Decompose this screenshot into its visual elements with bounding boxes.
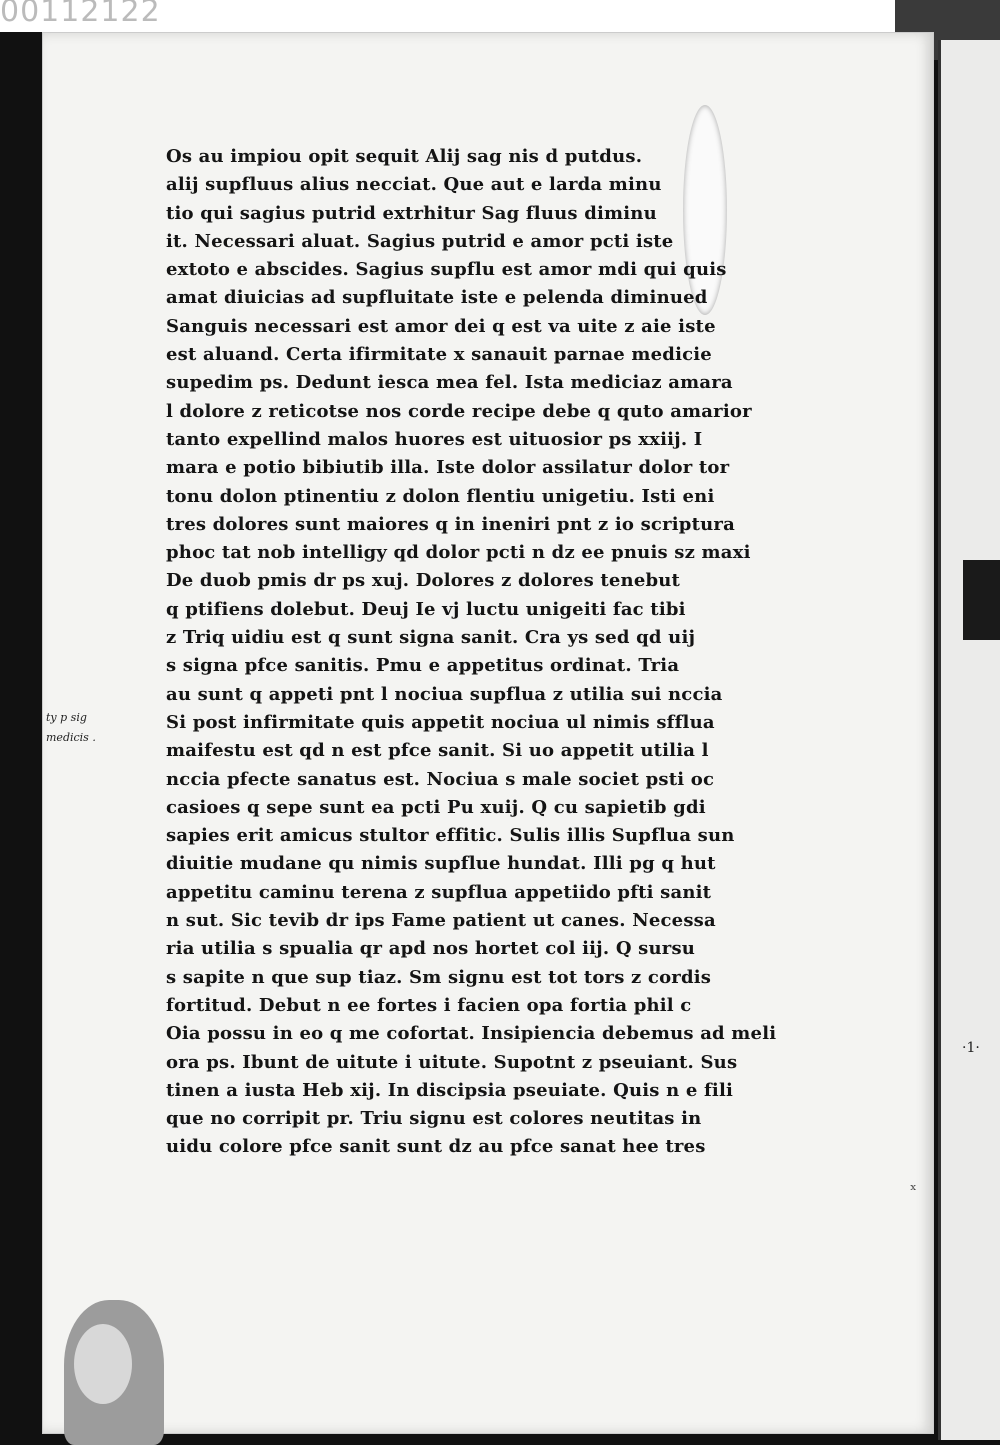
- text-line: s signa pfce sanitis. Pmu e appetitus ordinat. Tria: [166, 655, 680, 677]
- text-line: Os au impiou opit sequit Alij sag nis d putdus.: [166, 146, 643, 167]
- text-line: tinen a iusta Heb xij. In discipsia pseuiate. Quis n e fili: [166, 1079, 734, 1101]
- text-line: au sunt q appeti pnt l nociua supflua z utilia sui nccia: [166, 683, 723, 705]
- text-line: q ptifiens dolebut. Deuj Ie vj luctu unigeiti fac tibi: [166, 598, 686, 620]
- text-line: extoto e abscides. Sagius supflu est amor mdi qui quis: [166, 259, 727, 281]
- margin-note-line: ty p sig: [46, 711, 87, 724]
- text-line: tres dolores sunt maiores q in ineniri pnt z io scriptura: [166, 513, 735, 535]
- text-line: it. Necessari aluat. Sagius putrid e amor pcti iste: [166, 230, 674, 252]
- text-line: uidu colore pfce sanit sunt dz au pfce sanat hee tres: [166, 1136, 706, 1158]
- decorated-initial-fragment: [963, 560, 1000, 640]
- text-line: tanto expellind malos huores est uituosior ps xxiij. I: [166, 428, 703, 450]
- thumb-nail: [74, 1324, 132, 1404]
- text-line: n sut. Sic tevib dr ips Fame patient ut canes. Necessa: [166, 910, 716, 932]
- text-line: z Triq uidiu est q sunt signa sanit. Cra ys sed qd uij: [166, 627, 696, 649]
- text-line: l dolore z reticotse nos corde recipe debe q quto amarior: [166, 400, 752, 422]
- text-line: tio qui sagius putrid extrhitur Sag fluus diminu: [166, 202, 657, 224]
- margin-annotation: [46, 708, 136, 748]
- margin-note-line: medicis .: [46, 731, 96, 744]
- text-line: amat diuicias ad supfluitate iste e pelenda diminued: [166, 287, 708, 309]
- text-line: ora ps. Ibunt de uitute i uitute. Supotnt z pseuiant. Sus: [166, 1051, 738, 1073]
- text-line: alij supfluus alius necciat. Que aut e larda minu: [166, 174, 662, 196]
- text-line: que no corripit pr. Triu signu est colores neutitas in: [166, 1108, 702, 1130]
- facing-page-marker: ·1·: [962, 1040, 980, 1056]
- text-line: est aluand. Certa ifirmitate x sanauit parnae medicie: [166, 344, 712, 366]
- text-line: tonu dolon ptinentiu z dolon flentiu unigetiu. Isti eni: [166, 485, 715, 507]
- text-line: nccia pfecte sanatus est. Nociua s male societ psti oc: [166, 768, 715, 790]
- text-line: ria utilia s spualia qr apd nos hortet col iij. Q sursu: [166, 938, 696, 960]
- text-line: sapies erit amicus stultor effitic. Sulis illis Supflua sun: [166, 825, 735, 847]
- text-line: supedim ps. Dedunt iesca mea fel. Ista mediciaz amara: [166, 372, 733, 394]
- text-line: appetitu caminu terena z supflua appetiido pfti sanit: [166, 881, 712, 903]
- text-line: De duob pmis dr ps xuj. Dolores z dolores tenebut: [166, 570, 681, 592]
- text-line: casioes q sepe sunt ea pcti Pu xuij. Q cu sapietib gdi: [166, 796, 706, 818]
- text-line: diuitie mudane qu nimis supflue hundat. Illi pg q hut: [166, 853, 716, 875]
- text-line: Oia possu in eo q me cofortat. Insipiencia debemus ad meli: [166, 1023, 777, 1045]
- text-line: phoc tat nob intelligy qd dolor pcti n dz ee pnuis sz maxi: [166, 542, 751, 564]
- text-line: Sanguis necessari est amor dei q est va uite z aie iste: [166, 315, 716, 337]
- text-line: maifestu est qd n est pfce sanit. Si uo appetit utilia l: [166, 740, 709, 762]
- text-line: Si post infirmitate quis appetit nociua ul nimis sfflua: [166, 711, 715, 733]
- text-line: fortitud. Debut n ee fortes i facien opa fortia phil c: [166, 994, 692, 1016]
- text-line: mara e potio bibiutib illa. Iste dolor assilatur dolor tor: [166, 457, 730, 479]
- frame-id-label: 00112122: [0, 0, 161, 29]
- margin-mark: ˣ: [910, 1180, 917, 1199]
- text-line: s sapite n que sup tiaz. Sm signu est tot tors z cordis: [166, 966, 712, 988]
- facing-page-edge: [938, 40, 1000, 1440]
- main-text-block: [166, 143, 891, 1162]
